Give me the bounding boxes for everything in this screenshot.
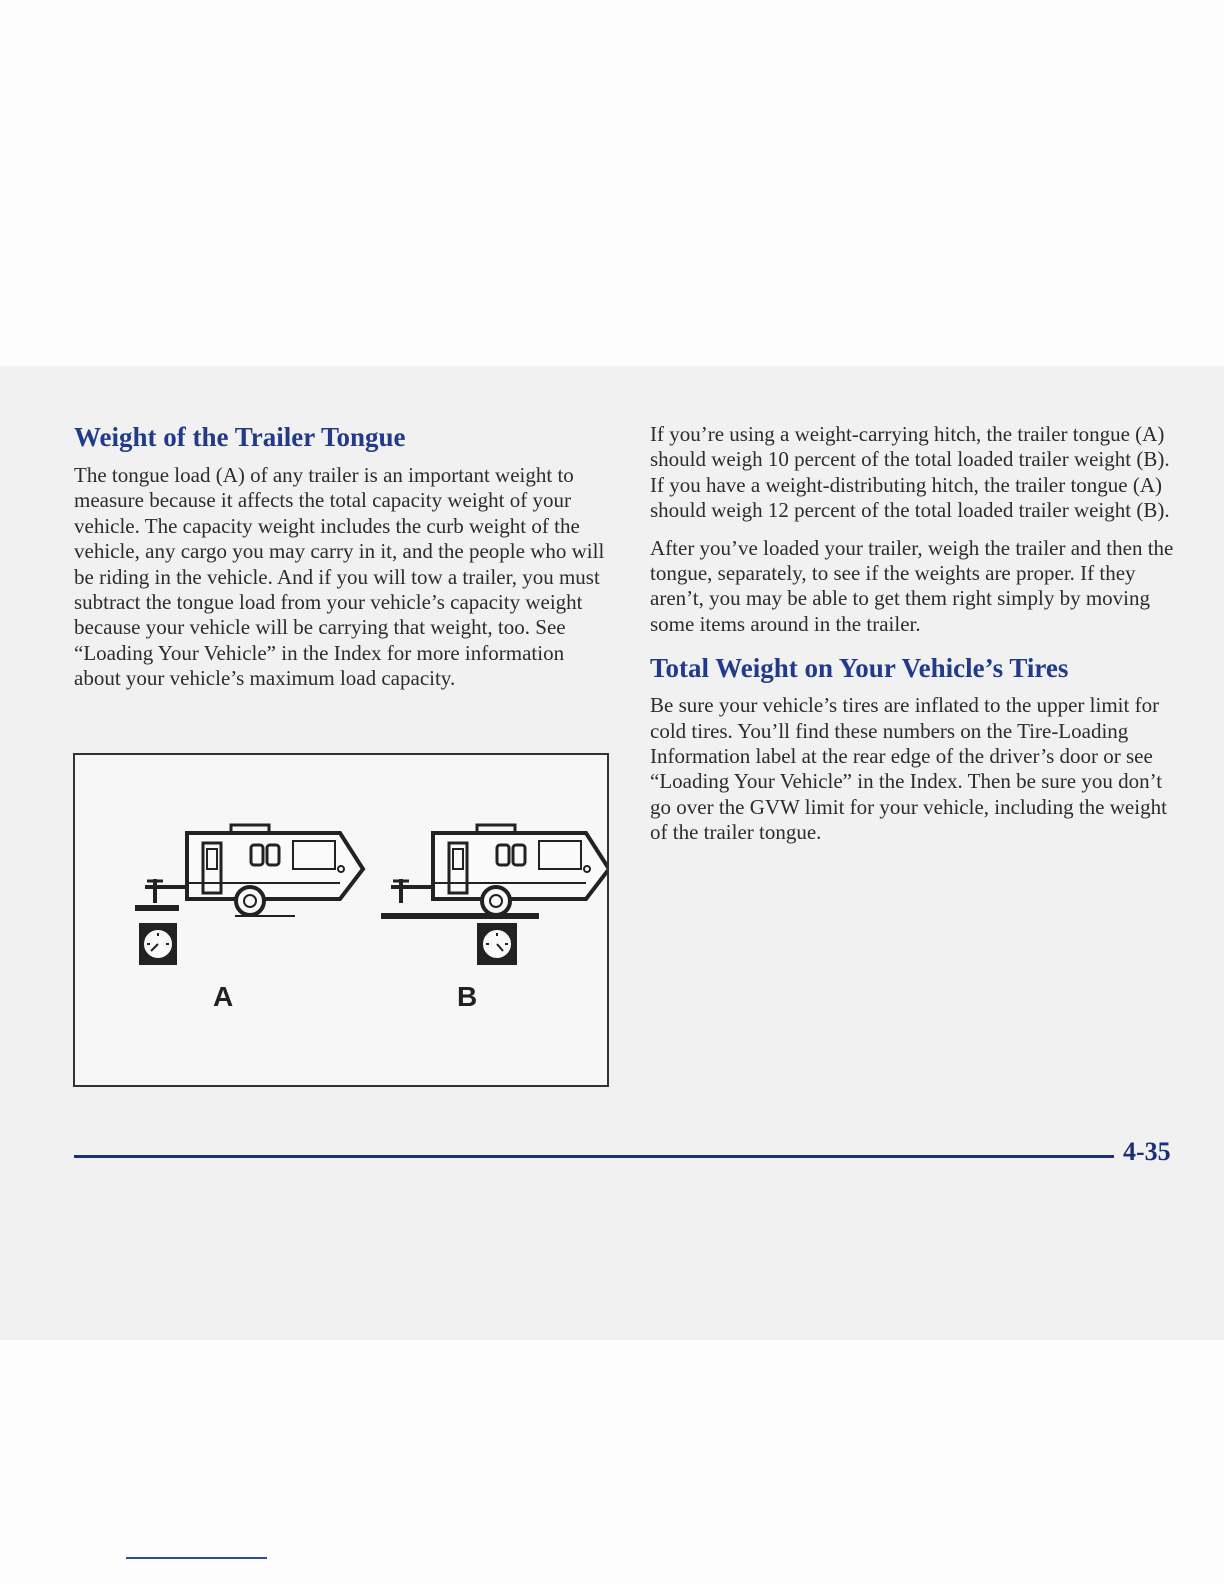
tire-inflation-paragraph: Be sure your vehicle’s tires are inflated to the upper limit for cold tires. You’ll find these numbers on the Tire-Loading Information label at the rear edge of the driver’s door or see “Loading Your Vehicle” in the Index. Then be sure you don’t go over the GVW limit for your vehicle, including the weight of the trailer tongue.: [650, 693, 1167, 845]
footer-rule: [74, 1155, 1114, 1158]
right-column: [650, 422, 1180, 858]
section-heading-trailer-tongue: Weight of the Trailer Tongue: [74, 422, 406, 452]
left-column: [74, 418, 610, 692]
hitch-percentage-paragraph: If you’re using a weight-carrying hitch, the trailer tongue (A) should weigh 10 percent of the total loaded trailer weight (B). If you have a weight-distributing hitch, the trailer tongue (A) should weigh 12 percent of the total loaded trailer weight (B).: [650, 422, 1170, 523]
page-number: 4-35: [1123, 1137, 1171, 1166]
trailer-a-icon: [135, 825, 363, 965]
section-heading-total-weight-tires: Total Weight on Your Vehicle’s Tires: [650, 653, 1069, 684]
weigh-trailer-paragraph: After you’ve loaded your trailer, weigh the trailer and then the tongue, separately, to see if the weights are proper. If they aren’t, you may be able to get them right simply by moving some items around in the trailer.: [650, 535, 1174, 636]
trailer-b-icon: [381, 825, 607, 965]
tongue-load-paragraph: The tongue load (A) of any trailer is an important weight to measure because it affects the total capacity weight of your vehicle. The capacity weight includes the curb weight of the vehicle, any cargo you may carry in it, and the people who will be riding in the vehicle. And if you will tow a trailer, you must subtract the tongue load from your vehicle’s capacity weight because your vehicle will be carrying that weight, too. See “Loading Your Vehicle” in the Index for more information about your vehicle’s maximum load capacity.: [74, 463, 605, 691]
footer-underline: [126, 1557, 267, 1559]
figure-label-b: B: [457, 981, 478, 1012]
trailer-scales-drawing: [75, 755, 607, 1085]
figure-label-a: A: [213, 981, 234, 1012]
trailer-weighing-illustration: [73, 753, 609, 1087]
